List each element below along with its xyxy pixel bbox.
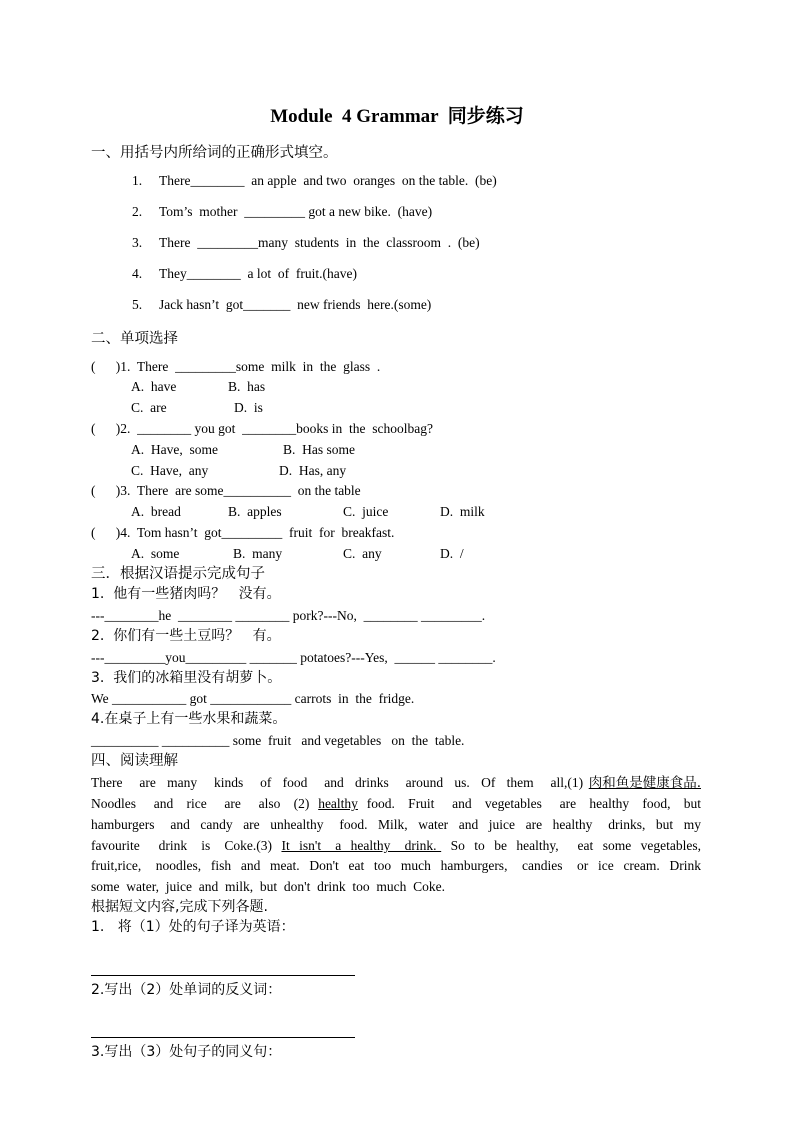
- s2-q3-option-d: D. milk: [440, 504, 485, 519]
- s1-item-4-number: 4.: [132, 266, 143, 281]
- passage-line-1-text: There are many kinds of food and drinks around us. Of them all,(1): [91, 775, 589, 790]
- s2-q3-option-a: A. bread: [131, 504, 181, 519]
- s1-item-4-text: They________ a lot of fruit.(have): [159, 266, 357, 281]
- s2-q3-option-c: C. juice: [343, 504, 389, 519]
- underlined-sentence-1: 肉和鱼是健康食品.: [588, 775, 701, 791]
- reading-instructions: 根据短文内容,完成下列各题.: [91, 899, 268, 915]
- section-1-heading: 一、用括号内所给词的正确形式填空。: [91, 145, 338, 161]
- reading-question-3: 3.写出（3）处句子的同义句：: [91, 1044, 282, 1060]
- s2-question-3: ( )3. There are some__________ on the table: [91, 483, 361, 498]
- s2-question-1: ( )1. There _________some milk in the glass .: [91, 359, 381, 374]
- passage-line-2-text-b: food. Fruit and vegetables are healthy food, but: [357, 796, 701, 811]
- s1-item-2-number: 2.: [132, 204, 143, 219]
- s3-answer-2: ---_________you_________ _______ potatoes?---Yes, ______ ________.: [91, 650, 496, 665]
- s2-q2-option-d: D. Has, any: [279, 463, 347, 478]
- s3-prompt-2: 2. 你们有一些土豆吗？ 有。: [91, 628, 281, 644]
- passage-line-5: fruit,rice, noodles, fish and meat. Don't eat too much hamburgers, candies or ice cream. Drink: [91, 858, 701, 873]
- s2-q1-option-b: B. has: [228, 379, 266, 394]
- passage-line-4: [91, 839, 701, 853]
- s2-q1-option-c: C. are: [131, 400, 167, 415]
- passage-line-6: some water, juice and milk, but don't drink too much Coke.: [91, 879, 445, 894]
- answer-line-2[interactable]: [91, 1037, 355, 1038]
- passage-line-4-text-a: favourite drink is Coke.(3): [91, 838, 282, 853]
- s3-answer-4: __________ __________ some fruit and vegetables on the table.: [91, 733, 465, 748]
- s2-q2-option-a: A. Have, some: [131, 442, 218, 457]
- passage-line-2-text-a: Noodles and rice are also (2): [91, 796, 319, 811]
- page-title: Module 4 Grammar 同步练习: [270, 106, 524, 127]
- reading-question-1: 1. 将（1）处的句子译为英语：: [91, 919, 295, 935]
- underlined-sentence-3: It isn't a healthy drink.: [281, 838, 442, 853]
- s2-q1-option-d: D. is: [234, 400, 263, 415]
- passage-line-4-text-b: So to be healthy, eat some vegetables,: [441, 838, 701, 853]
- s3-answer-3: We ___________ got ____________ carrots in the fridge.: [91, 691, 415, 706]
- section-3-heading: 三．根据汉语提示完成句子: [91, 566, 265, 582]
- s1-item-2-text: Tom’s mother _________ got a new bike. (have): [159, 204, 433, 219]
- answer-line-1[interactable]: [91, 975, 355, 976]
- s1-item-5-number: 5.: [132, 297, 143, 312]
- s2-q2-option-b: B. Has some: [283, 442, 355, 457]
- s2-q3-option-b: B. apples: [228, 504, 282, 519]
- reading-question-2: 2.写出（2）处单词的反义词：: [91, 982, 282, 998]
- passage-line-1: [91, 776, 701, 791]
- s3-prompt-4: 4.在桌子上有一些水果和蔬菜。: [91, 711, 287, 727]
- s2-question-4: ( )4. Tom hasn’t got_________ fruit for breakfast.: [91, 525, 395, 540]
- section-2-heading: 二、单项选择: [91, 331, 178, 347]
- underlined-word-2: healthy: [318, 796, 358, 811]
- s2-q4-option-b: B. many: [233, 546, 283, 561]
- passage-line-2: [91, 797, 701, 811]
- s1-item-3-text: There _________many students in the classroom . (be): [159, 235, 480, 250]
- s3-answer-1: ---________he ________ ________ pork?---No, ________ _________.: [91, 608, 486, 623]
- s3-prompt-3: 3. 我们的冰箱里没有胡萝卜。: [91, 670, 282, 686]
- s2-q2-option-c: C. Have, any: [131, 463, 209, 478]
- s2-q4-option-c: C. any: [343, 546, 382, 561]
- s2-q4-option-a: A. some: [131, 546, 180, 561]
- section-4-heading: 四、阅读理解: [91, 753, 178, 769]
- s1-item-5-text: Jack hasn’t got_______ new friends here.(some): [159, 297, 432, 312]
- s2-q4-option-d: D. /: [440, 546, 464, 561]
- s3-prompt-1: 1. 他有一些猪肉吗？ 没有。: [91, 586, 281, 602]
- s2-question-2: ( )2. ________ you got ________books in the schoolbag?: [91, 421, 433, 436]
- passage-line-3: hamburgers and candy are unhealthy food. Milk, water and juice are healthy drinks, but my: [91, 817, 701, 832]
- s1-item-3-number: 3.: [132, 235, 143, 250]
- s1-item-1-number: 1.: [132, 173, 143, 188]
- s2-q1-option-a: A. have: [131, 379, 177, 394]
- s1-item-1-text: There________ an apple and two oranges on the table. (be): [159, 173, 497, 188]
